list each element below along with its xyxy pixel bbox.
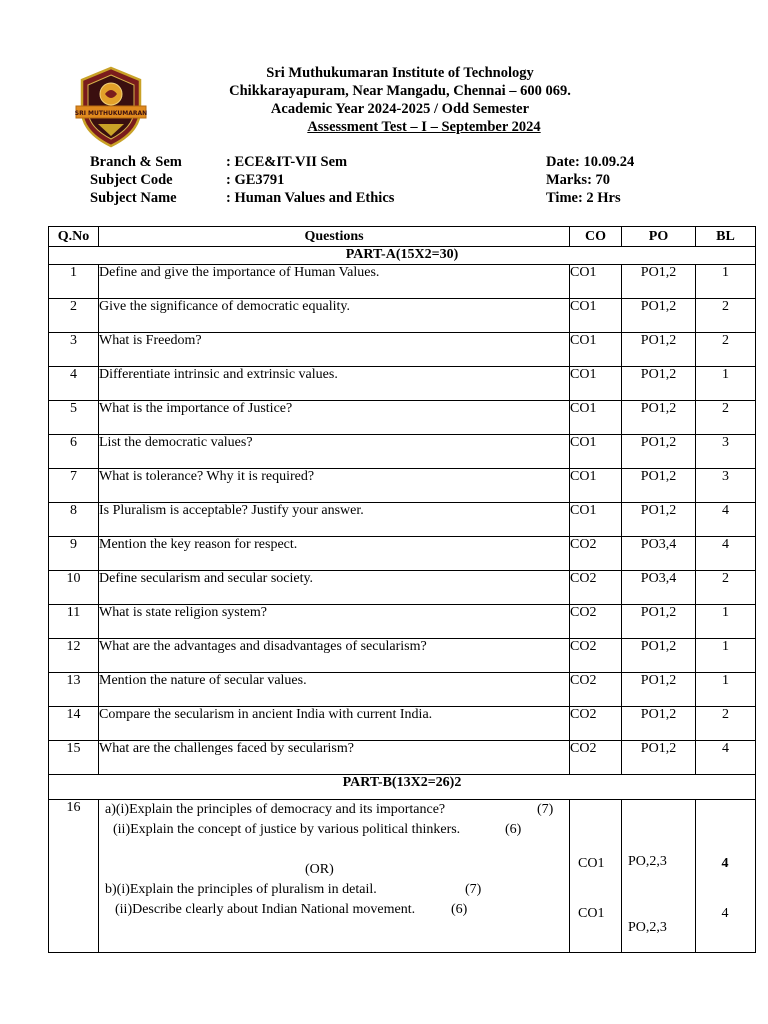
question-number: 6 [49, 435, 99, 469]
question-text: Give the significance of democratic equality. [99, 299, 570, 333]
part-a-row [49, 247, 756, 265]
blooms-level: 1 [696, 265, 756, 299]
subject-name-value: : Human Values and Ethics [226, 190, 395, 206]
table-row [49, 367, 756, 401]
blooms-level: 2 [696, 571, 756, 605]
subject-code-value: : GE3791 [226, 172, 285, 188]
q16-co-cell [570, 800, 622, 953]
question-text: What is state religion system? [99, 605, 570, 639]
course-outcome: CO2 [570, 707, 622, 741]
table-row [49, 469, 756, 503]
institute-address: Chikkarayapuram, Near Mangadu, Chennai – 600 069. [229, 83, 571, 99]
blooms-level: 2 [696, 401, 756, 435]
academic-year: Academic Year 2024-2025 / Odd Semester [270, 101, 530, 117]
exam-time: Time: 2 Hrs [546, 190, 621, 206]
table-header-row [49, 227, 756, 247]
part-a-heading: PART-A(15X2=30) [49, 247, 756, 265]
program-outcome: PO1,2 [622, 707, 696, 741]
test-title: Assessment Test – I – September 2024 [307, 119, 541, 135]
blooms-level: 1 [696, 605, 756, 639]
question-number: 5 [49, 401, 99, 435]
course-outcome: CO2 [570, 673, 622, 707]
table-row [49, 401, 756, 435]
question-number: 10 [49, 571, 99, 605]
institute-logo [74, 66, 148, 148]
logo-banner-text: SRI MUTHUKUMARAN [74, 110, 148, 117]
branch-label: Branch & Sem [90, 154, 182, 170]
question-number: 15 [49, 741, 99, 775]
question-number: 2 [49, 299, 99, 333]
program-outcome: PO1,2 [622, 333, 696, 367]
question-number: 11 [49, 605, 99, 639]
table-row [49, 707, 756, 741]
course-outcome: CO1 [570, 367, 622, 401]
course-outcome: CO2 [570, 605, 622, 639]
question-number: 7 [49, 469, 99, 503]
blooms-level: 1 [696, 673, 756, 707]
course-outcome: CO1 [570, 435, 622, 469]
institute-name: Sri Muthukumaran Institute of Technology [266, 65, 534, 81]
question-number: 12 [49, 639, 99, 673]
program-outcome: PO1,2 [622, 503, 696, 537]
question-text: What is Freedom? [99, 333, 570, 367]
question-table [48, 226, 756, 953]
q16-a-i-marks: (7) [537, 802, 554, 817]
program-outcome: PO1,2 [622, 265, 696, 299]
question-number: 13 [49, 673, 99, 707]
table-row [49, 435, 756, 469]
question-text: Mention the key reason for respect. [99, 537, 570, 571]
q16-po-a: PO,2,3 [628, 854, 667, 869]
course-outcome: CO1 [570, 401, 622, 435]
subject-code-label: Subject Code [90, 172, 173, 188]
blooms-level: 4 [696, 503, 756, 537]
part-b-row [49, 775, 756, 800]
header-questions: Questions [99, 227, 570, 247]
question-number: 9 [49, 537, 99, 571]
program-outcome: PO3,4 [622, 537, 696, 571]
q16-b-i-marks: (7) [465, 882, 482, 897]
blooms-level: 3 [696, 469, 756, 503]
blooms-level: 2 [696, 707, 756, 741]
exam-marks: Marks: 70 [546, 172, 611, 188]
q16-bl-a: 4 [721, 856, 729, 871]
q16-bl-cell [696, 800, 756, 953]
meta-values [226, 153, 536, 207]
q16-b-ii-marks: (6) [451, 902, 468, 917]
exam-date: Date: 10.09.24 [546, 154, 635, 170]
subject-name-label: Subject Name [90, 190, 177, 206]
table-row [49, 333, 756, 367]
program-outcome: PO1,2 [622, 401, 696, 435]
blooms-level: 2 [696, 299, 756, 333]
q16-b-i: b)(i)Explain the principles of pluralism in detail. [105, 882, 377, 897]
header-po: PO [622, 227, 696, 247]
program-outcome: PO1,2 [622, 605, 696, 639]
q16-co-b: CO1 [578, 906, 605, 921]
q16-b-ii: (ii)Describe clearly about Indian National movement. [115, 902, 416, 917]
course-outcome: CO1 [570, 469, 622, 503]
table-row [49, 299, 756, 333]
course-outcome: CO1 [570, 503, 622, 537]
table-row [49, 605, 756, 639]
meta-right [546, 153, 746, 207]
blooms-level: 4 [696, 741, 756, 775]
program-outcome: PO1,2 [622, 673, 696, 707]
question-text: What is tolerance? Why it is required? [99, 469, 570, 503]
program-outcome: PO1,2 [622, 469, 696, 503]
q16-or: (OR) [305, 862, 334, 877]
question-number: 14 [49, 707, 99, 741]
document-header [150, 64, 650, 136]
question-text: Compare the secularism in ancient India with current India. [99, 707, 570, 741]
blooms-level: 4 [696, 537, 756, 571]
course-outcome: CO1 [570, 265, 622, 299]
program-outcome: PO1,2 [622, 299, 696, 333]
table-row [49, 265, 756, 299]
meta-labels [90, 153, 226, 207]
question-text: What is the importance of Justice? [99, 401, 570, 435]
table-row [49, 639, 756, 673]
course-outcome: CO1 [570, 299, 622, 333]
table-row [49, 673, 756, 707]
blooms-level: 2 [696, 333, 756, 367]
question-text: Define and give the importance of Human Values. [99, 265, 570, 299]
q16-a-i: a)(i)Explain the principles of democracy and its importance? [105, 802, 446, 817]
program-outcome: PO3,4 [622, 571, 696, 605]
question-text: What are the advantages and disadvantages of secularism? [99, 639, 570, 673]
course-outcome: CO2 [570, 537, 622, 571]
question-number: 8 [49, 503, 99, 537]
q16-bl-b: 4 [721, 906, 729, 921]
q16-a-ii: (ii)Explain the concept of justice by various political thinkers. [113, 822, 461, 837]
table-row [49, 571, 756, 605]
question-number: 16 [49, 800, 99, 953]
header-co: CO [570, 227, 622, 247]
question-text: List the democratic values? [99, 435, 570, 469]
header-bl: BL [696, 227, 756, 247]
part-b-heading: PART-B(13X2=26)2 [49, 775, 756, 800]
blooms-level: 1 [696, 367, 756, 401]
question-text: Is Pluralism is acceptable? Justify your answer. [99, 503, 570, 537]
question-text: What are the challenges faced by secularism? [99, 741, 570, 775]
program-outcome: PO1,2 [622, 435, 696, 469]
program-outcome: PO1,2 [622, 639, 696, 673]
question-text: Differentiate intrinsic and extrinsic values. [99, 367, 570, 401]
program-outcome: PO1,2 [622, 741, 696, 775]
course-outcome: CO2 [570, 639, 622, 673]
question-number: 1 [49, 265, 99, 299]
branch-value: : ECE&IT-VII Sem [226, 154, 348, 170]
blooms-level: 1 [696, 639, 756, 673]
table-row [49, 537, 756, 571]
q16-a-ii-marks: (6) [505, 822, 522, 837]
blooms-level: 3 [696, 435, 756, 469]
q16-po-b: PO,2,3 [628, 920, 667, 935]
course-outcome: CO1 [570, 333, 622, 367]
program-outcome: PO1,2 [622, 367, 696, 401]
question-text: Mention the nature of secular values. [99, 673, 570, 707]
table-row [49, 741, 756, 775]
table-row-16 [49, 800, 756, 953]
course-outcome: CO2 [570, 571, 622, 605]
question-number: 3 [49, 333, 99, 367]
q16-co-a: CO1 [578, 856, 605, 871]
question-text: Define secularism and secular society. [99, 571, 570, 605]
table-row [49, 503, 756, 537]
question-number: 4 [49, 367, 99, 401]
header-qno: Q.No [49, 227, 99, 247]
question-16-text [99, 800, 570, 953]
course-outcome: CO2 [570, 741, 622, 775]
q16-po-cell [622, 800, 696, 953]
